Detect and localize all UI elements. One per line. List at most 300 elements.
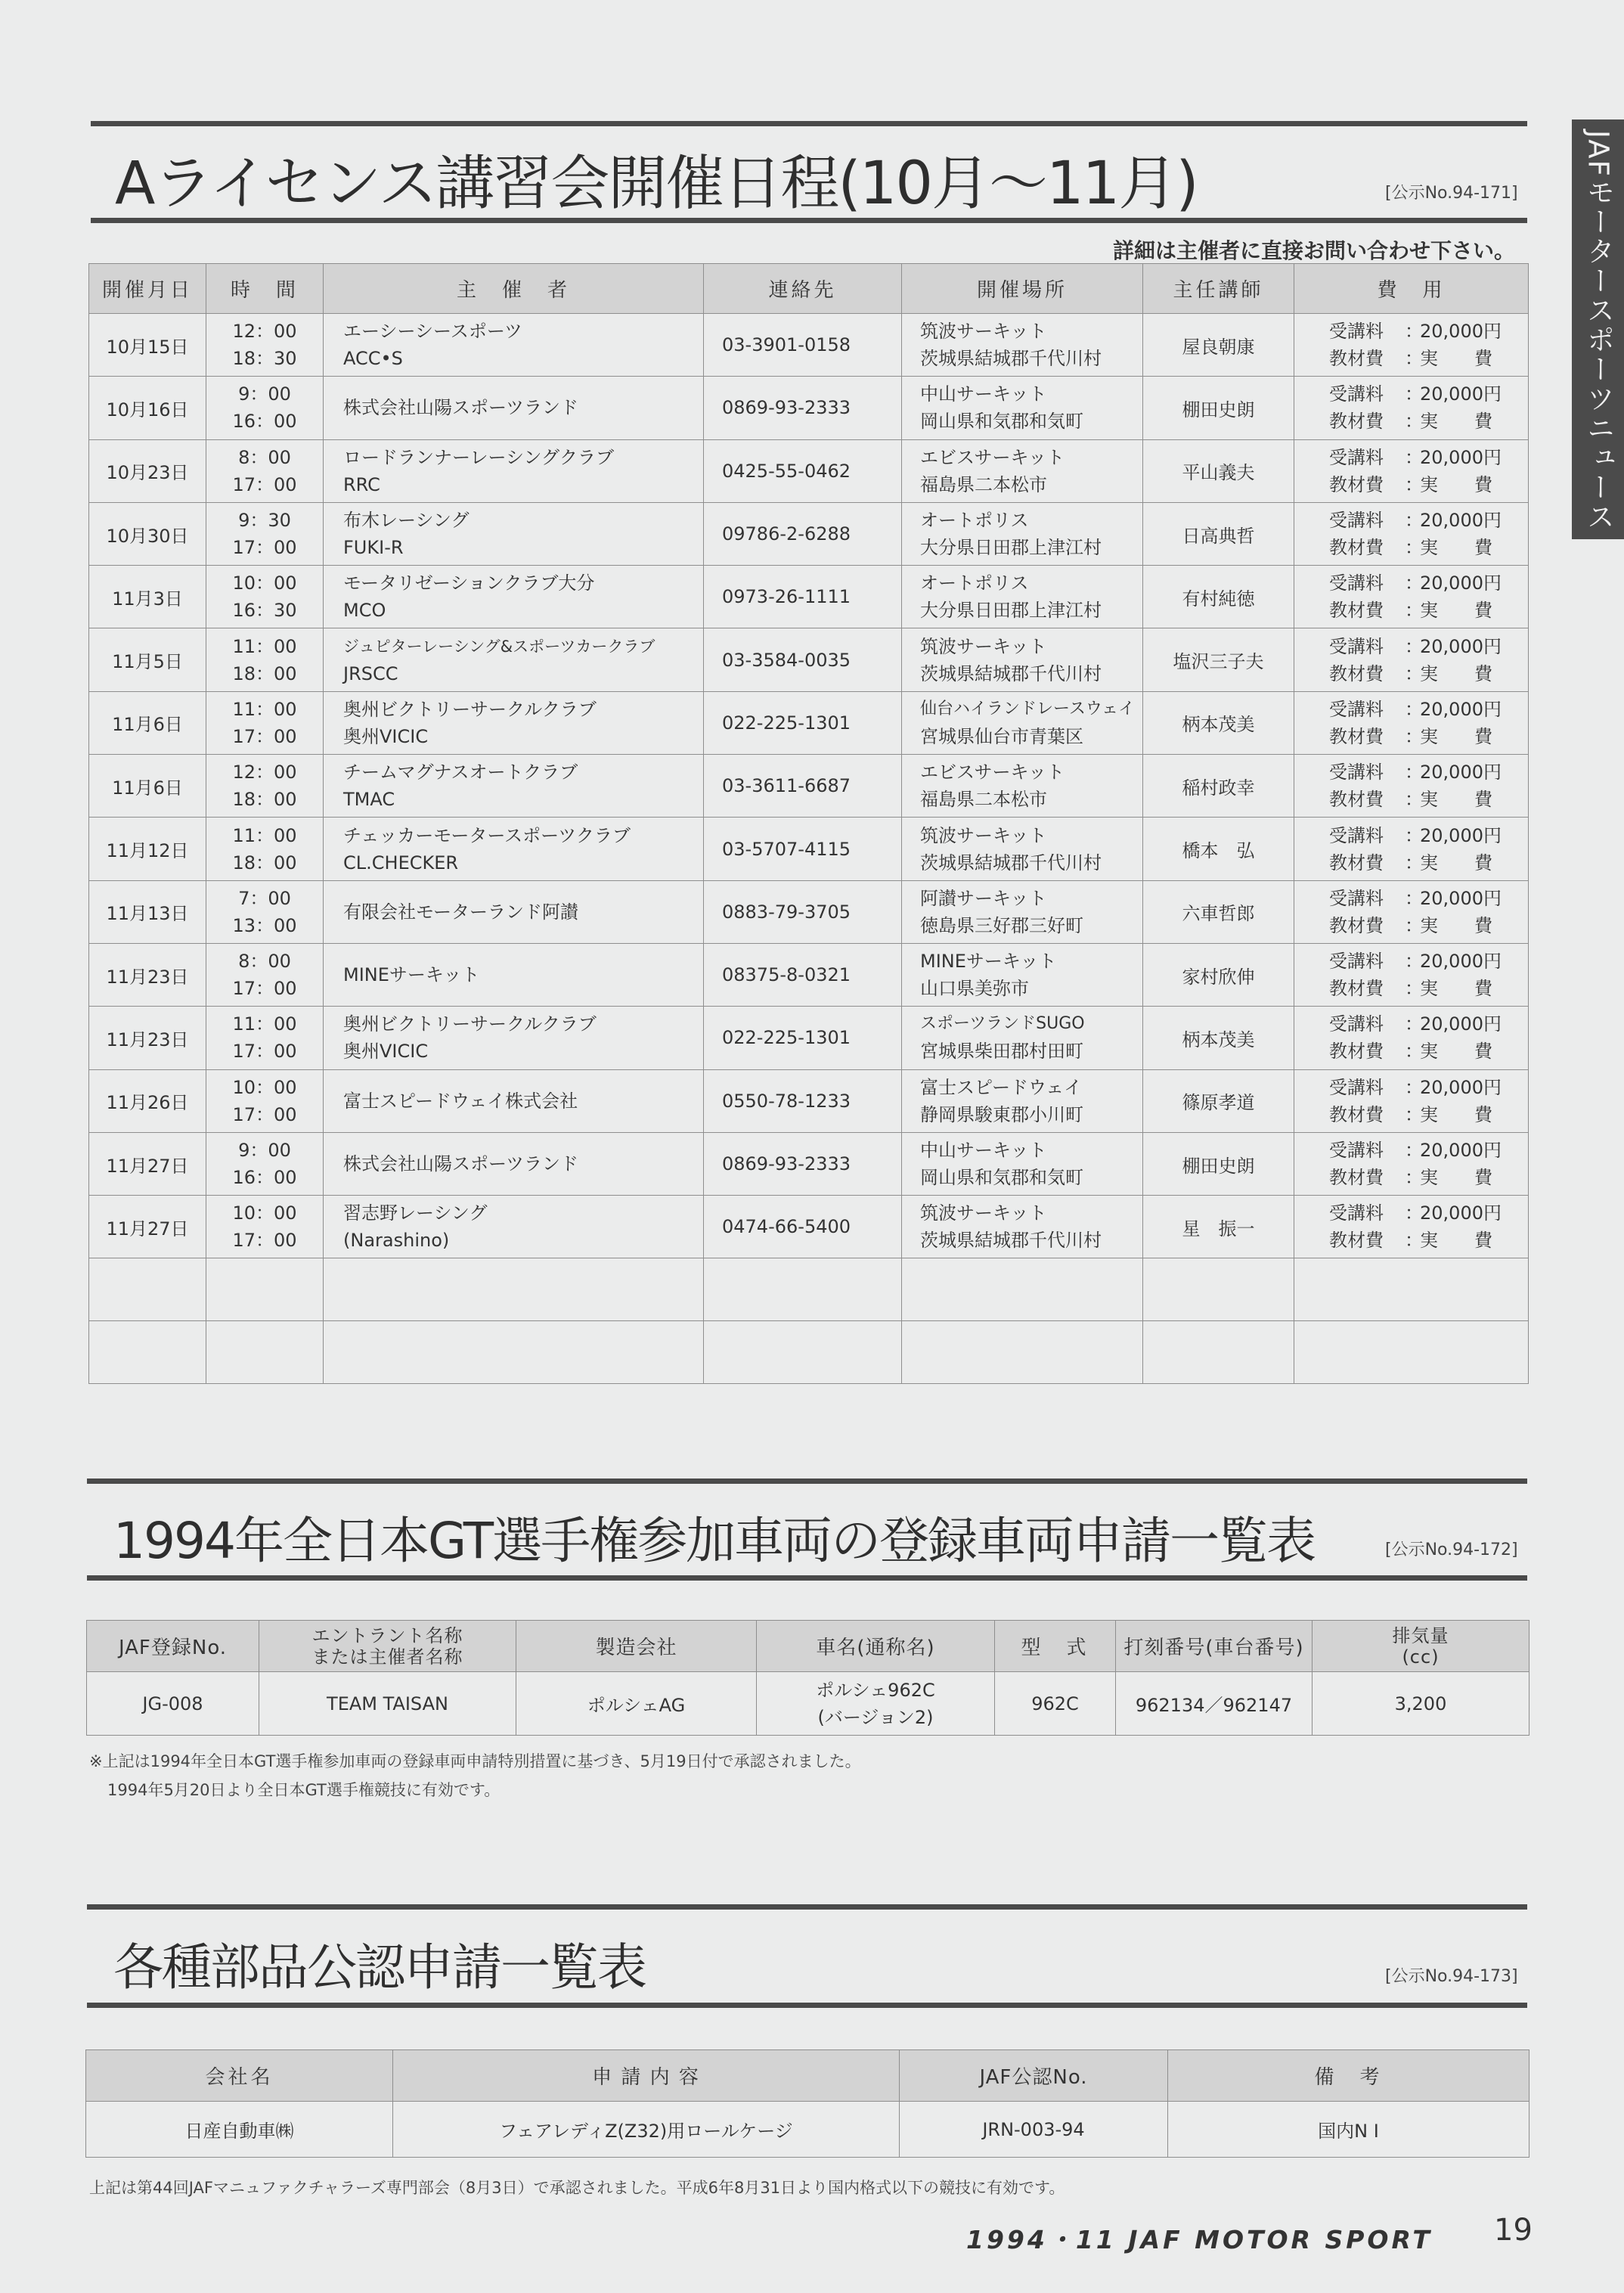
cell-venue [902,377,1143,439]
time-end: 17：00 [232,1103,297,1125]
cell-car-name [757,1672,995,1736]
fee-line [1329,597,1528,624]
venue-name: 筑波サーキット [920,635,1047,657]
organizer-abbr: ACC•S [343,348,403,370]
cell-contact: 03-3584-0035 [704,628,902,691]
col-header-organizer: 主 催 者 [324,264,704,314]
fee-separator: ： [1405,446,1423,468]
organizer-abbr: FUKI-R [343,537,404,559]
section-side-tab [1572,119,1624,539]
cell-displacement: 3,200 [1313,1672,1529,1736]
page-number: 19 [1494,2213,1533,2248]
cell-lecturer: 橋本 弘 [1143,818,1294,880]
cell-date: 11月23日 [89,943,206,1006]
fee-label: 受講料 [1329,762,1384,783]
time-end: 17：00 [232,537,297,559]
fee-separator: ： [1405,725,1423,747]
organizer-abbr: (Narashino) [343,1230,450,1252]
venue-address: 徳島県三好郡三好町 [920,914,1083,936]
cell-date: 11月5日 [89,628,206,691]
table-row [89,755,1529,818]
organizer-abbr: JRSCC [343,662,398,684]
venue-address: 宮城県柴田郡村田町 [920,1041,1083,1063]
fee-separator: ： [1405,824,1423,846]
venue-name: オートポリス [920,510,1029,532]
cell-time [206,818,324,880]
fee-line [1329,569,1528,597]
fee-value: 実 費 [1420,852,1492,873]
organizer-name: ロードランナーレーシングクラブ [343,446,614,468]
cell-date: 10月30日 [89,502,206,565]
cell-organizer [324,1132,704,1195]
cell-date: 10月23日 [89,439,206,502]
fee-label: 教材費 [1329,1103,1384,1125]
empty-row [89,1321,1529,1384]
cell-company: 日産自動車㈱ [86,2102,393,2158]
organizer-name: チェッカーモータースポーツクラブ [343,824,631,846]
cell-contact: 0973-26-1111 [704,566,902,628]
cell-lecturer: 柄本茂美 [1143,691,1294,754]
time-end: 13：00 [232,914,297,936]
fee-line [1329,912,1528,939]
organizer-abbr: MCO [343,600,386,622]
cell-venue [902,314,1143,377]
time-end: 18：00 [232,852,297,873]
organizer-name: チームマグナスオートクラブ [343,762,578,783]
section1-ref: [公示No.94-171] [1385,184,1518,203]
cell-organizer [324,880,704,943]
cell-lecturer: 有村純徳 [1143,566,1294,628]
organizer-name: エーシーシースポーツ [343,321,522,343]
cell-venue [902,818,1143,880]
cell-time [206,943,324,1006]
fee-line [1329,380,1528,408]
cell-date: 10月16日 [89,377,206,439]
fee-label: 教材費 [1329,1041,1384,1063]
cell-organizer [324,818,704,880]
col-header-jaf-cert-no: JAF公認No. [900,2050,1168,2102]
empty-cell [324,1258,704,1321]
fee-line [1329,345,1528,372]
col-header-jaf-no: JAF登録No. [87,1621,259,1672]
fee-separator: ： [1405,1076,1423,1098]
col-header-content: 申 請 内 容 [393,2050,900,2102]
fee-value: 実 費 [1420,537,1492,559]
venue-address: 大分県日田郡上津江村 [920,600,1102,622]
cell-contact: 0869-93-2333 [704,1132,902,1195]
cell-fee [1294,1132,1529,1195]
time-end: 17：00 [232,978,297,1000]
cell-organizer [324,1069,704,1132]
fee-label: 教材費 [1329,1230,1384,1252]
fee-label: 受講料 [1329,572,1384,594]
fee-line [1329,759,1528,786]
fee-line [1329,1010,1528,1038]
col-header-car-name: 車名(通称名) [757,1621,995,1672]
cell-date: 11月13日 [89,880,206,943]
fee-value: 実 費 [1420,411,1492,433]
empty-cell [1143,1321,1294,1384]
cell-contact: 03-3611-6687 [704,755,902,818]
fee-separator: ： [1405,762,1423,783]
fee-value: 実 費 [1420,978,1492,1000]
cell-fee [1294,628,1529,691]
venue-address: 福島県二本松市 [920,473,1047,495]
table-row [89,1069,1529,1132]
fee-value: 20,000円 [1420,698,1502,720]
fee-separator: ： [1405,411,1423,433]
fee-separator: ： [1405,348,1423,370]
fee-line [1329,822,1528,849]
cell-date: 10月15日 [89,314,206,377]
organizer-abbr: 奥州VICIC [343,1041,429,1063]
cell-model: 962C [995,1672,1116,1736]
fee-line [1329,1137,1528,1164]
fee-line [1329,1164,1528,1191]
fee-line [1329,975,1528,1002]
fee-line [1329,1227,1528,1254]
empty-cell [902,1321,1143,1384]
cell-fee [1294,377,1529,439]
col-header-entrant: エントラント名称 または主催者名称 [259,1621,516,1672]
section2-ref: [公示No.94-172] [1385,1541,1518,1559]
fee-value: 20,000円 [1420,510,1502,532]
venue-address: 茨城県結城郡千代川村 [920,662,1102,684]
cell-date: 11月12日 [89,818,206,880]
cell-fee [1294,439,1529,502]
fee-label: 受講料 [1329,887,1384,909]
fee-label: 受講料 [1329,1202,1384,1224]
cell-contact: 0883-79-3705 [704,880,902,943]
time-start: 10：00 [232,572,297,594]
fee-separator: ： [1405,537,1423,559]
venue-name: 筑波サーキット [920,321,1047,343]
venue-name: 仙台ハイランドレースウェイ [920,699,1136,718]
col-header-chassis: 打刻番号(車台番号) [1116,1621,1313,1672]
cell-lecturer: 棚田史朗 [1143,1132,1294,1195]
cell-contact: 09786-2-6288 [704,502,902,565]
fee-label: 教材費 [1329,914,1384,936]
venue-name: 阿讃サーキット [920,887,1047,909]
venue-name: エビスサーキット [920,762,1065,783]
cell-entrant: TEAM TAISAN [259,1672,516,1736]
cell-organizer [324,1196,704,1258]
venue-name: オートポリス [920,572,1029,594]
fee-line [1329,534,1528,561]
fee-label: 教材費 [1329,789,1384,811]
time-start: 9：00 [238,383,291,405]
empty-cell [1294,1321,1529,1384]
divider [91,121,1527,126]
cell-jaf-no: JG-008 [87,1672,259,1736]
cell-contact: 03-3901-0158 [704,314,902,377]
fee-separator: ： [1405,887,1423,909]
cell-venue [902,943,1143,1006]
cell-organizer [324,314,704,377]
venue-address: 大分県日田郡上津江村 [920,537,1102,559]
fee-line [1329,885,1528,912]
time-start: 8：00 [238,951,291,973]
cell-time [206,755,324,818]
time-end: 16：00 [232,1167,297,1188]
cell-time [206,1069,324,1132]
fee-value: 実 費 [1420,1103,1492,1125]
fee-separator: ： [1405,1041,1423,1063]
table-row [89,880,1529,943]
venue-name: 筑波サーキット [920,824,1047,846]
empty-cell [206,1258,324,1321]
table-row [89,314,1529,377]
cell-fee [1294,1196,1529,1258]
time-start: 7：00 [238,887,291,909]
fee-line [1329,696,1528,723]
table-row [89,439,1529,502]
cell-organizer [324,755,704,818]
organizer-abbr: CL.CHECKER [343,852,459,873]
parts-homologation-table [85,2049,1529,2158]
table-row [89,1132,1529,1195]
organizer-name: 株式会社山陽スポーツランド [343,397,579,419]
time-start: 12：00 [232,762,297,783]
fee-separator: ： [1405,510,1423,532]
cell-venue [902,1132,1143,1195]
fee-label: 受講料 [1329,510,1384,532]
fee-line [1329,318,1528,345]
cell-venue [902,1196,1143,1258]
table-row [89,377,1529,439]
time-end: 16：00 [232,411,297,433]
col-header-venue: 開催場所 [902,264,1143,314]
fee-separator: ： [1405,1140,1423,1161]
section1-note: 詳細は主催者に直接お問い合わせ下さい。 [1113,238,1516,263]
cell-contact: 08375-8-0321 [704,943,902,1006]
organizer-abbr: RRC [343,473,380,495]
cell-venue [902,502,1143,565]
cell-maker: ポルシェAG [516,1672,757,1736]
fee-label: 教材費 [1329,978,1384,1000]
venue-name: MINEサーキット [920,951,1057,973]
venue-name: 富士スピードウェイ [920,1076,1083,1098]
fee-value: 20,000円 [1420,1013,1502,1035]
venue-name: エビスサーキット [920,446,1065,468]
fee-separator: ： [1405,1167,1423,1188]
organizer-name: モータリゼーションクラブ大分 [343,572,595,594]
cell-lecturer: 棚田史朗 [1143,377,1294,439]
fee-value: 20,000円 [1420,887,1502,909]
empty-cell [89,1258,206,1321]
fee-line [1329,471,1528,498]
table-row [89,1196,1529,1258]
section2-note1: ※上記は1994年全日本GT選手権参加車両の登録車両申請特別措置に基づき、5月19日付で承認されました。 [89,1752,861,1770]
venue-address: 山口県美弥市 [920,978,1029,1000]
fee-separator: ： [1405,572,1423,594]
col-header-displacement: 排気量 (cc) [1313,1621,1529,1672]
time-end: 18：00 [232,789,297,811]
fee-label: 教材費 [1329,348,1384,370]
venue-address: 茨城県結城郡千代川村 [920,348,1102,370]
fee-value: 20,000円 [1420,446,1502,468]
cell-time [206,566,324,628]
cell-contact: 0474-66-5400 [704,1196,902,1258]
fee-value: 実 費 [1420,348,1492,370]
time-end: 17：00 [232,1230,297,1252]
empty-cell [206,1321,324,1384]
cell-fee [1294,1069,1529,1132]
table-row [89,628,1529,691]
cell-fee [1294,880,1529,943]
fee-separator: ： [1405,789,1423,811]
table-header-row [86,2050,1529,2102]
cell-date: 11月27日 [89,1132,206,1195]
fee-label: 受講料 [1329,698,1384,720]
fee-value: 20,000円 [1420,1202,1502,1224]
cell-time [206,628,324,691]
fee-label: 受講料 [1329,635,1384,657]
cell-organizer [324,502,704,565]
cell-venue [902,1007,1143,1069]
fee-line [1329,1199,1528,1227]
venue-address: 茨城県結城郡千代川村 [920,1230,1102,1252]
time-start: 8：00 [238,446,291,468]
table-row [89,566,1529,628]
empty-cell [704,1321,902,1384]
fee-label: 教材費 [1329,600,1384,622]
cell-contact: 0425-55-0462 [704,439,902,502]
fee-separator: ： [1405,1230,1423,1252]
organizer-name: MINEサーキット [343,964,480,986]
fee-separator: ： [1405,852,1423,873]
time-start: 9：30 [238,510,291,532]
cell-cert-no: JRN-003-94 [900,2102,1168,2158]
cell-organizer [324,1007,704,1069]
empty-cell [902,1258,1143,1321]
fee-value: 実 費 [1420,662,1492,684]
cell-contact: 022-225-1301 [704,1007,902,1069]
empty-cell [1143,1258,1294,1321]
cell-organizer [324,691,704,754]
cell-date: 11月26日 [89,1069,206,1132]
cell-venue [902,628,1143,691]
fee-line [1329,1038,1528,1065]
time-end: 17：00 [232,473,297,495]
fee-value: 実 費 [1420,473,1492,495]
fee-line [1329,444,1528,471]
venue-name: スポーツランドSUGO [920,1014,1085,1034]
fee-label: 受講料 [1329,321,1384,343]
organizer-name: 有限会社モーターランド阿讃 [343,901,579,923]
cell-contact: 022-225-1301 [704,691,902,754]
cell-lecturer: 星 振一 [1143,1196,1294,1258]
cell-time [206,439,324,502]
empty-cell [89,1321,206,1384]
venue-name: 中山サーキット [920,1140,1047,1161]
organizer-abbr: TMAC [343,789,395,811]
cell-fee [1294,502,1529,565]
cell-time [206,1132,324,1195]
divider [87,1479,1527,1484]
cell-venue [902,439,1143,502]
fee-line [1329,948,1528,975]
fee-value: 20,000円 [1420,1076,1502,1098]
fee-label: 教材費 [1329,725,1384,747]
cell-chassis: 962134／962147 [1116,1672,1313,1736]
time-end: 17：00 [232,1041,297,1063]
col-header-date: 開催月日 [89,264,206,314]
venue-name: 中山サーキット [920,383,1047,405]
car-name-line2: (バージョン2) [817,1706,934,1728]
fee-line [1329,660,1528,687]
organizer-abbr: 奥州VICIC [343,725,429,747]
fee-value: 20,000円 [1420,824,1502,846]
time-start: 11：00 [232,1013,297,1035]
table-row [89,943,1529,1006]
cell-organizer [324,628,704,691]
fee-value: 20,000円 [1420,572,1502,594]
fee-label: 受講料 [1329,951,1384,973]
divider [87,2003,1527,2008]
table-row [89,818,1529,880]
fee-separator: ： [1405,698,1423,720]
cell-venue [902,1069,1143,1132]
fee-separator: ： [1405,473,1423,495]
venue-address: 茨城県結城郡千代川村 [920,852,1102,873]
section1-title: Aライセンス講習会開催日程(10月〜11月) [115,150,1198,218]
fee-label: 教材費 [1329,473,1384,495]
cell-date: 11月23日 [89,1007,206,1069]
fee-separator: ： [1405,662,1423,684]
cell-time [206,1196,324,1258]
fee-separator: ： [1405,383,1423,405]
fee-label: 教材費 [1329,662,1384,684]
fee-label: 受講料 [1329,1076,1384,1098]
cell-venue [902,755,1143,818]
cell-time [206,377,324,439]
fee-separator: ： [1405,914,1423,936]
empty-row [89,1258,1529,1321]
cell-contact: 0869-93-2333 [704,377,902,439]
fee-label: 受講料 [1329,1140,1384,1161]
cell-organizer [324,439,704,502]
cell-lecturer: 屋良朝康 [1143,314,1294,377]
time-end: 18：00 [232,662,297,684]
time-start: 10：00 [232,1076,297,1098]
cell-lecturer: 六車哲郎 [1143,880,1294,943]
venue-address: 岡山県和気郡和気町 [920,411,1083,433]
fee-label: 教材費 [1329,852,1384,873]
fee-value: 20,000円 [1420,1140,1502,1161]
time-start: 11：00 [232,824,297,846]
fee-line [1329,507,1528,534]
cell-fee [1294,818,1529,880]
venue-address: 岡山県和気郡和気町 [920,1167,1083,1188]
cell-date: 11月6日 [89,691,206,754]
cell-time [206,691,324,754]
cell-date: 11月6日 [89,755,206,818]
table-row [87,1672,1529,1736]
cell-date: 11月3日 [89,566,206,628]
col-header-lecturer: 主任講師 [1143,264,1294,314]
empty-cell [324,1321,704,1384]
lecture-schedule-table [88,263,1529,1384]
fee-line [1329,408,1528,435]
fee-value: 実 費 [1420,1230,1492,1252]
cell-time [206,880,324,943]
col-header-maker: 製造会社 [516,1621,757,1672]
section3-title: 各種部品公認申請一覧表 [113,1938,646,1997]
fee-separator: ： [1405,1013,1423,1035]
time-end: 17：00 [232,725,297,747]
venue-address: 静岡県駿東郡小川町 [920,1103,1083,1125]
